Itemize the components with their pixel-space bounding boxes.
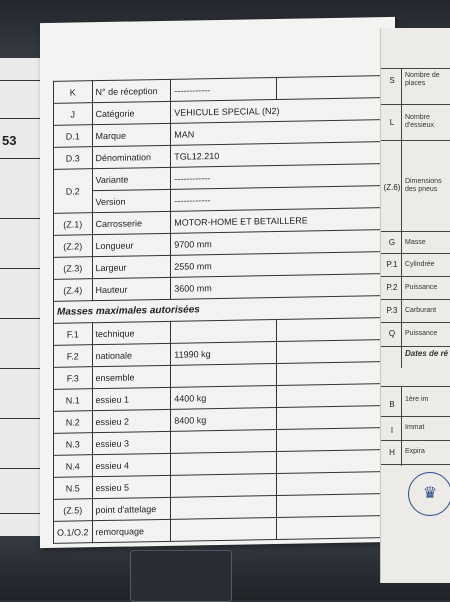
field-empty <box>277 76 383 100</box>
divider <box>381 416 450 417</box>
field-label: technique <box>92 321 171 344</box>
field-code: N.2 <box>54 411 93 434</box>
field-label: point d'attelage <box>92 497 171 520</box>
section-title: Masses maximales autorisées <box>54 296 383 324</box>
field-value: TGL12.210 <box>171 142 383 168</box>
field-code: D.2 <box>54 169 93 214</box>
divider <box>381 322 450 323</box>
divider <box>381 68 450 69</box>
divider <box>401 68 402 368</box>
field-label: essieu 5 <box>92 475 171 498</box>
field-code: (Z.4) <box>54 279 93 302</box>
divider <box>381 276 450 277</box>
divider <box>401 386 402 466</box>
registration-table <box>53 75 383 544</box>
side-label: Nombre d'essieux <box>405 114 434 129</box>
field-value: 9700 mm <box>171 230 383 256</box>
official-seal: ♛ <box>408 472 450 516</box>
side-code: I <box>390 426 394 435</box>
field-code: N.1 <box>54 389 93 412</box>
divider <box>381 253 450 254</box>
field-code: J <box>54 103 93 126</box>
field-label: ensemble <box>92 365 171 388</box>
side-label: Puissance <box>405 284 438 291</box>
field-value: 4400 kg <box>171 385 277 409</box>
side-code: L <box>389 118 395 127</box>
side-label: Nombre de places <box>405 72 440 87</box>
field-value <box>171 451 277 475</box>
field-label: essieu 3 <box>92 431 171 454</box>
field-label: nationale <box>92 343 171 366</box>
field-code: N.4 <box>54 455 93 478</box>
side-code: G <box>388 238 396 247</box>
side-label: Masse <box>405 239 426 246</box>
side-code: P.2 <box>386 283 398 292</box>
field-value: ------------ <box>171 186 383 212</box>
field-label: Largeur <box>92 255 171 278</box>
field-label: essieu 4 <box>92 453 171 476</box>
divider <box>381 386 450 387</box>
side-label: Carburant <box>405 307 437 314</box>
side-code: P.3 <box>386 306 398 315</box>
side-label: Cylindrée <box>405 261 435 268</box>
field-code: F.3 <box>54 367 93 390</box>
field-empty <box>277 406 383 430</box>
field-value <box>171 473 277 497</box>
side-code: P.1 <box>386 260 398 269</box>
field-label: Catégorie <box>92 101 171 124</box>
field-value <box>171 495 277 519</box>
side-code: S <box>389 76 395 85</box>
field-value <box>171 517 277 541</box>
field-code: (Z.2) <box>54 235 93 258</box>
field-code: N.5 <box>54 477 93 500</box>
field-code: F.2 <box>54 345 93 368</box>
field-empty <box>277 428 383 452</box>
field-label: essieu 1 <box>92 387 171 410</box>
field-code: K <box>54 81 93 104</box>
side-code: Q <box>388 329 396 338</box>
field-code: N.3 <box>54 433 93 456</box>
field-value: ------------ <box>171 77 277 101</box>
field-value: 11990 kg <box>171 341 277 365</box>
side-label: Expira <box>405 448 425 455</box>
left-page-number: 53 <box>2 133 17 148</box>
field-empty <box>277 472 383 496</box>
field-label: N° de réception <box>92 79 171 102</box>
side-label: Dimensions des pneus <box>405 178 442 193</box>
field-label: Hauteur <box>92 277 171 300</box>
field-value: MAN <box>171 120 383 146</box>
divider <box>381 346 450 347</box>
divider <box>381 464 450 465</box>
field-empty <box>277 362 383 386</box>
field-code: D.3 <box>54 147 93 170</box>
divider <box>381 440 450 441</box>
field-code: (Z.1) <box>54 213 93 236</box>
field-value: 8400 kg <box>171 407 277 431</box>
field-value <box>171 319 277 343</box>
field-value <box>171 363 277 387</box>
field-empty <box>277 494 383 518</box>
field-label: remorquage <box>92 519 171 542</box>
field-label: Longueur <box>92 233 171 256</box>
field-value: MOTOR-HOME ET BETAILLERE <box>171 208 383 234</box>
side-label: Puissance <box>405 330 438 337</box>
field-label: Marque <box>92 123 171 146</box>
field-empty <box>277 384 383 408</box>
divider <box>381 231 450 232</box>
background-object <box>130 550 232 602</box>
field-label: Dénomination <box>92 145 171 168</box>
field-label: Version <box>92 189 171 212</box>
field-value: VEHICULE SPECIAL (N2) <box>171 98 383 124</box>
side-code: H <box>389 448 395 457</box>
divider <box>381 299 450 300</box>
side-section-title: Dates de ré <box>405 349 449 358</box>
divider <box>381 140 450 141</box>
divider <box>381 104 450 105</box>
field-label: Carrosserie <box>92 211 171 234</box>
side-label: Immat <box>405 424 425 431</box>
field-empty <box>277 318 383 342</box>
field-empty <box>277 450 383 474</box>
field-value <box>171 429 277 453</box>
field-code: F.1 <box>54 323 93 346</box>
side-code: B <box>389 400 395 409</box>
field-code: (Z.5) <box>54 499 93 522</box>
field-value: 3600 mm <box>171 274 383 300</box>
field-code: O.1/O.2 <box>54 521 93 544</box>
right-table <box>381 28 450 583</box>
field-empty <box>277 340 383 364</box>
field-label: Variante <box>92 167 171 190</box>
side-label: 1ère im <box>405 396 429 403</box>
field-empty <box>277 516 383 540</box>
field-code: (Z.3) <box>54 257 93 280</box>
field-value: 2550 mm <box>171 252 383 278</box>
field-label: essieu 2 <box>92 409 171 432</box>
right-page-fragment <box>380 28 450 583</box>
field-value: ------------ <box>171 164 383 190</box>
side-code: (Z.6) <box>383 183 401 192</box>
field-code: D.1 <box>54 125 93 148</box>
